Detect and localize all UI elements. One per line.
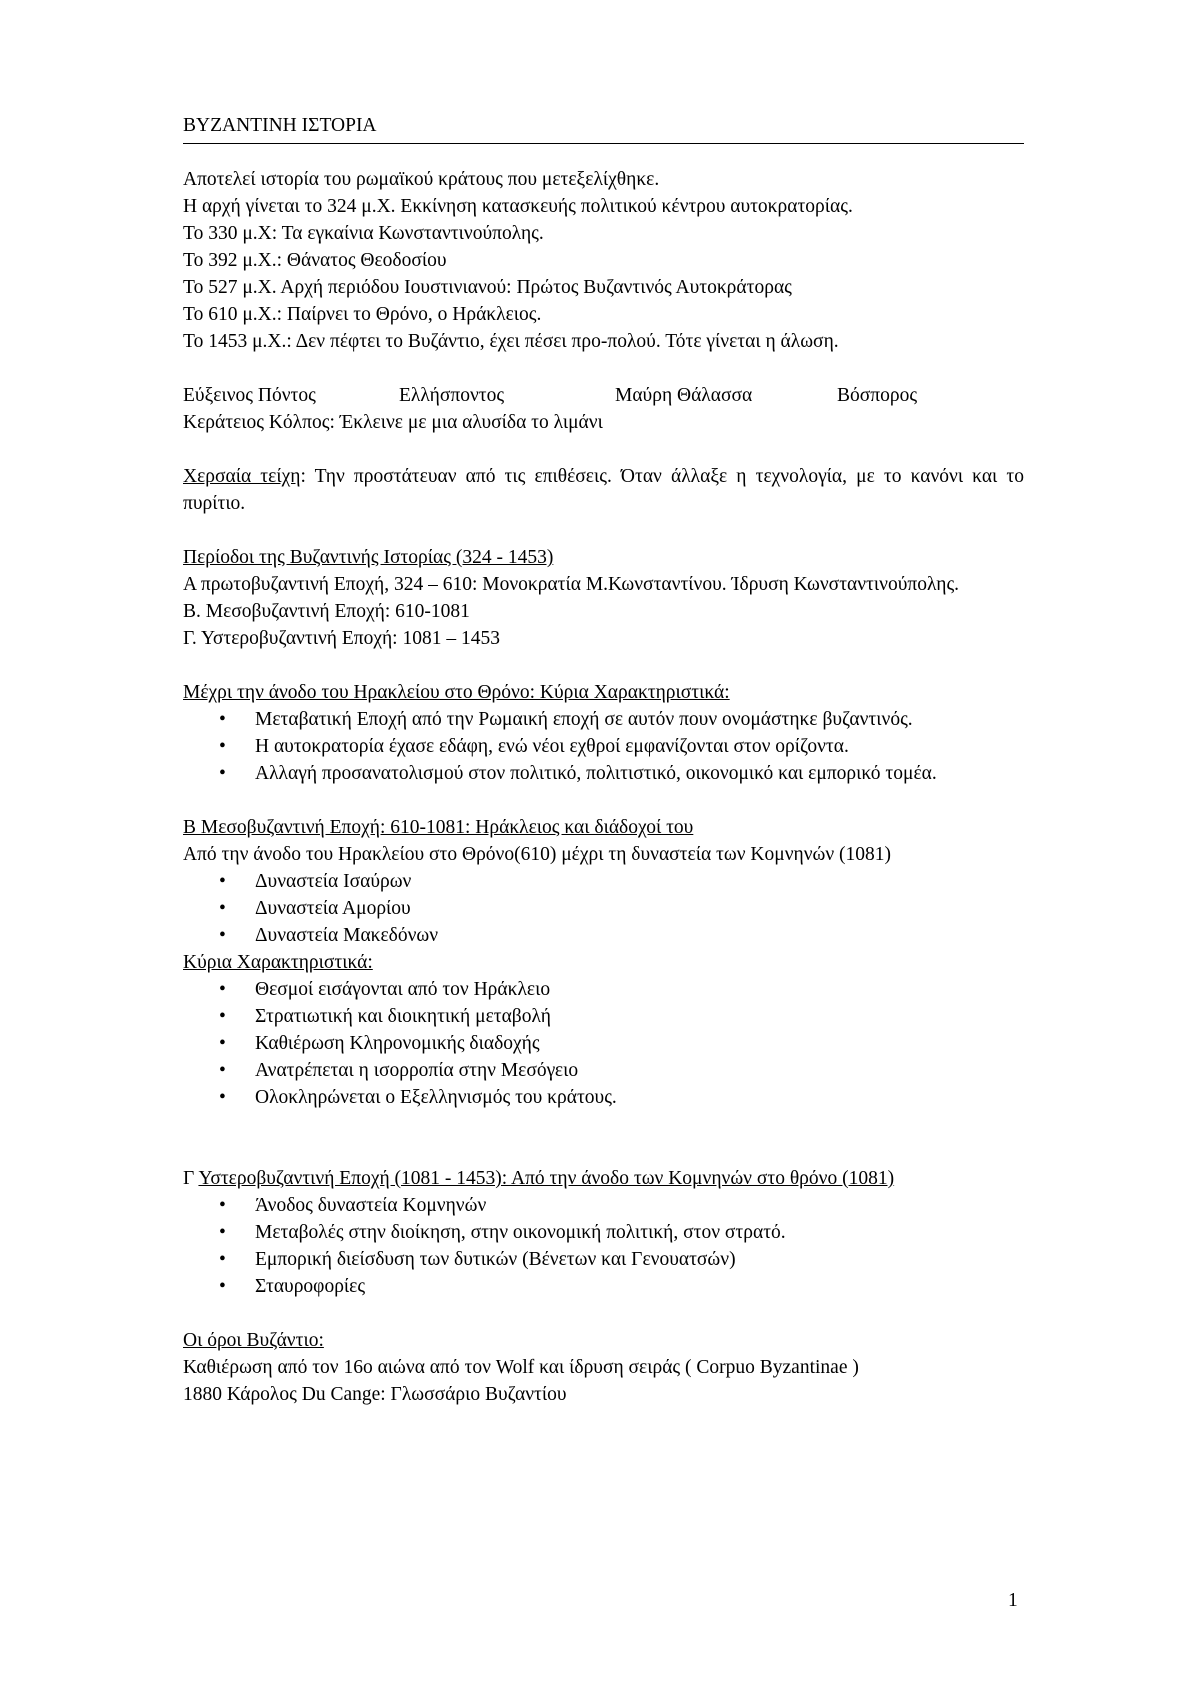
intro-line: Η αρχή γίνεται το 324 μ.Χ. Εκκίνηση κατασκευής πολιτικού κέντρου αυτοκρατορίας. [183,196,853,217]
features-list [183,976,1024,1111]
document-body [183,112,1024,1408]
walls-text: : Την προστάτευαν από τις επιθέσεις. Όταν άλλαξε η τεχνολογία, με το κανόνι και το πυρίτιο. [183,466,1024,514]
intro-line: Το 330 μ.Χ: Τα εγκαίνια Κωνσταντινούπολης. [183,223,544,244]
page-number: 1 [1008,1590,1018,1611]
place-name: Ελλήσποντος [399,385,505,406]
intro-line: Το 527 μ.Χ. Αρχή περιόδου Ιουστινιανού: Πρώτος Βυζαντινός Αυτοκράτορας [183,277,792,298]
terms-line: Καθιέρωση από τον 16ο αιώνα από τον Wolf και ίδρυση σειράς ( Corpuo Byzantinae ) [183,1357,859,1378]
late-heading: Υστεροβυζαντινή Εποχή (1081 - 1453): Από την άνοδο των Κομνηνών στο θρόνο (1081) [198,1168,895,1189]
dynasties-list [183,868,1024,949]
period-c: Γ. Υστεροβυζαντινή Εποχή: 1081 – 1453 [183,628,500,649]
list-item: • Σταυροφορίες [183,1273,1024,1300]
place-name: Βόσπορος [837,385,918,406]
heraclius-list [183,706,1024,787]
keratios-line: Κεράτειος Κόλπος: Έκλεινε με μια αλυσίδα το λιμάνι [183,412,603,433]
list-item: • Θεσμοί εισάγονται από τον Ηράκλειο [183,976,1024,1003]
list-item: • Δυναστεία Ισαύρων [183,868,1024,895]
intro-line: Αποτελεί ιστορία του ρωμαϊκού κράτους που μετεξελίχθηκε. [183,169,660,190]
terms-line: 1880 Κάρολος Du Cange: Γλωσσάριο Βυζαντίου [183,1384,567,1405]
list-item: • Δυναστεία Μακεδόνων [183,922,1024,949]
list-item: • Μεταβατική Εποχή από την Ρωμαική εποχή σε αυτόν πουν ονομάστηκε βυζαντινός. [183,706,1024,733]
list-item: • Ολοκληρώνεται ο Εξελληνισμός του κράτους. [183,1084,1024,1111]
list-item: • Μεταβολές στην διοίκηση, στην οικονομική πολιτική, στον στρατό. [183,1219,1024,1246]
features-heading: Κύρια Χαρακτηριστικά: [183,952,373,973]
intro-line: Το 610 μ.Χ.: Παίρνει το Θρόνο, ο Ηράκλειος. [183,304,542,325]
terms-heading: Οι όροι Βυζάντιο: [183,1330,324,1351]
list-item: • Αλλαγή προσανατολισμού στον πολιτικό, πολιτιστικό, οικονομικό και εμπορικό τομέα. [183,760,1024,787]
periods-heading: Περίοδοι της Βυζαντινής Ιστορίας (324 - 1453) [183,547,554,568]
late-list [183,1192,1024,1300]
period-b: Β. Μεσοβυζαντινή Εποχή: 610-1081 [183,601,470,622]
heraclius-heading: Μέχρι την άνοδο του Ηρακλείου στο Θρόνο: Κύρια Χαρακτηριστικά: [183,682,730,703]
list-item: • Καθιέρωση Κληρονομικής διαδοχής [183,1030,1024,1057]
period-a: Α πρωτοβυζαντινή Εποχή, 324 – 610: Μονοκρατία Μ.Κωνσταντίνου. Ίδρυση Κωνσταντινούπολης. [183,574,960,595]
document-title: ΒΥΖΑΝΤΙΝΗ ΙΣΤΟΡΙΑ [183,112,1024,144]
intro-line: Το 392 μ.Χ.: Θάνατος Θεοδοσίου [183,250,447,271]
list-item: • Δυναστεία Αμορίου [183,895,1024,922]
walls-paragraph [183,463,1024,517]
intro-line: Το 1453 μ.Χ.: Δεν πέφτει το Βυζάντιο, έχει πέσει προ-πολού. Τότε γίνεται η άλωση. [183,331,839,352]
terms-section [183,1327,1024,1408]
walls-label: Χερσαία τείχη [183,466,301,487]
late-heading-line [183,1165,1024,1192]
heraclius-section [183,679,1024,787]
place-name: Μαύρη Θάλασσα [615,385,753,406]
late-section [183,1165,1024,1300]
places-row [183,382,1024,409]
list-item: • Η αυτοκρατορία έχασε εδάφη, ενώ νέοι εχθροί εμφανίζονται στον ορίζοντα. [183,733,1024,760]
list-item: • Στρατιωτική και διοικητική μεταβολή [183,1003,1024,1030]
list-item: • Ανατρέπεται η ισορροπία στην Μεσόγειο [183,1057,1024,1084]
middle-text: Από την άνοδο του Ηρακλείου στο Θρόνο(610) μέχρι τη δυναστεία των Κομνηνών (1081) [183,844,892,865]
list-item: • Εμπορική διείσδυση των δυτικών (Βένετων και Γενουατσών) [183,1246,1024,1273]
list-item: • Άνοδος δυναστεία Κομνηνών [183,1192,1024,1219]
middle-section [183,814,1024,1111]
places-section [183,382,1024,436]
middle-heading: Β Μεσοβυζαντινή Εποχή: 610-1081: Ηράκλειος και διάδοχοί του [183,817,694,838]
place-name: Εύξεινος Πόντος [183,385,316,406]
intro-section [183,166,1024,355]
periods-section [183,544,1024,652]
late-prefix: Γ [183,1168,199,1189]
